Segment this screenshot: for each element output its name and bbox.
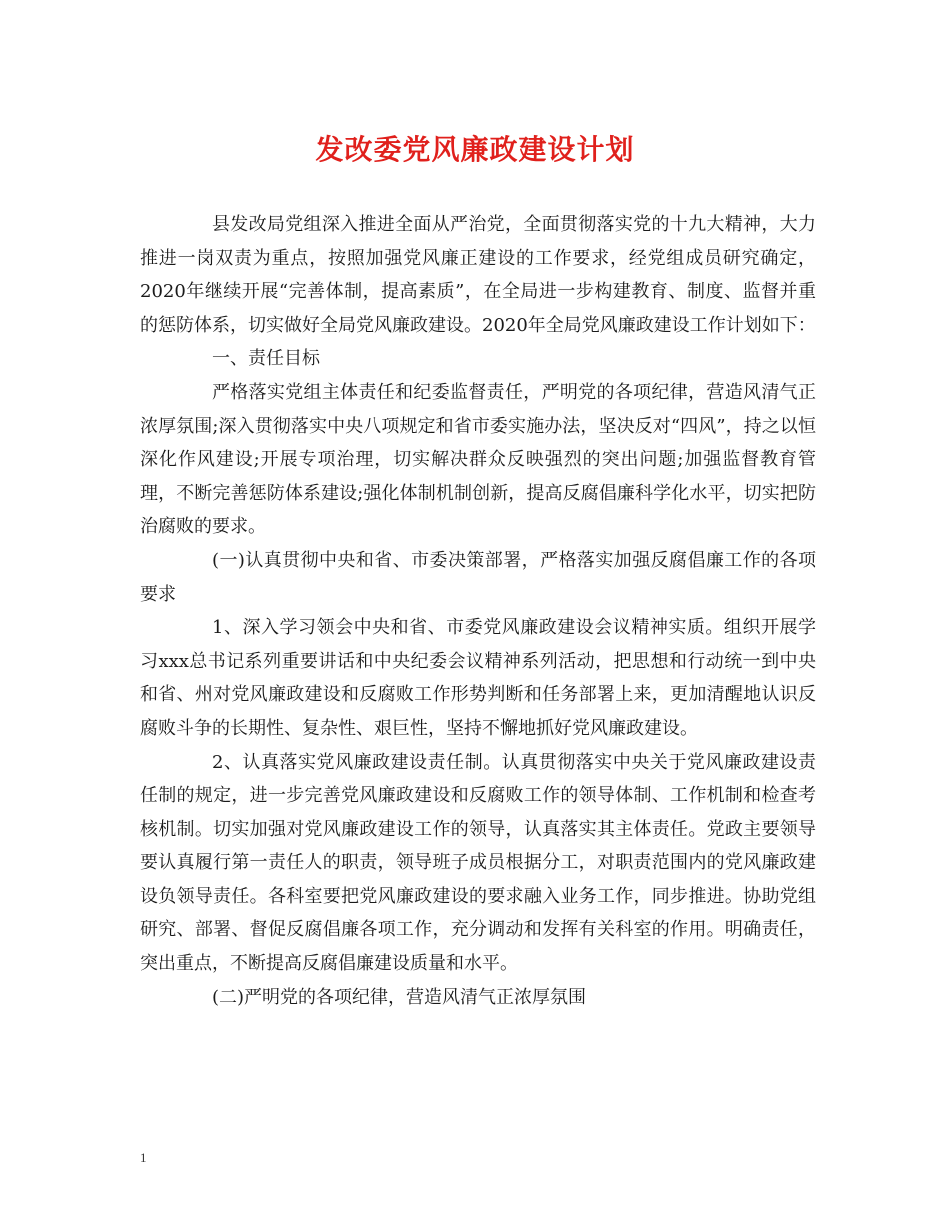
body-paragraph-goals: 严格落实党组主体责任和纪委监督责任，严明党的各项纪律，营造风清气正浓厚氛围;深入贯彻落实中央八项规定和省市委实施办法，坚决反对“四风”，持之以恒深化作风建设;开展专项治理，切实解决群众反映强烈的突出问题;加强监督教育管理，不断完善惩防体系建设;强化体制机制创新，提高反腐倡廉科学化水平，切实把防治腐败的要求。: [140, 381, 816, 538]
page-number: 1: [140, 1150, 147, 1165]
body-paragraph-item-1: 1、深入学习领会中央和省、市委党风廉政建设会议精神实质。组织开展学习xxx总书记系列重要讲话和中央纪委会议精神系列活动，把思想和行动统一到中央和省、州对党风廉政建设和反腐败工作形势判断和任务部署上来，更加清醒地认识反腐败斗争的长期性、复杂性、艰巨性，坚持不懈地抓好党风廉政建设。: [140, 617, 816, 739]
document-title: 发改委党风廉政建设计划: [315, 133, 635, 166]
subsection-heading-1: (一)认真贯彻中央和省、市委决策部署，严格落实加强反腐倡廉工作的各项要求: [140, 549, 816, 605]
subsection-heading-2: (二)严明党的各项纪律，营造风清气正浓厚氛围: [212, 986, 587, 1008]
section-heading-responsibility-goals: 一、责任目标: [212, 348, 320, 370]
document-body: [140, 208, 816, 1014]
body-paragraph-intro: 县发改局党组深入推进全面从严治党，全面贯彻落实党的十九大精神，大力推进一岗双责为重点，按照加强党风廉正建设的工作要求，经党组成员研究确定，2020年继续开展“完善体制，提高素质”，在全局进一步构建教育、制度、监督并重的惩防体系，切实做好全局党风廉政建设。2020年全局党风廉政建设工作计划如下：: [140, 214, 816, 336]
body-paragraph-item-2: 2、认真落实党风廉政建设责任制。认真贯彻落实中央关于党风廉政建设责任制的规定，进一步完善党风廉政建设和反腐败工作的领导体制、工作机制和检查考核机制。切实加强对党风廉政建设工作的领导，认真落实其主体责任。党政主要领导要认真履行第一责任人的职责，领导班子成员根据分工，对职责范围内的党风廉政建设负领导责任。各科室要把党风廉政建设的要求融入业务工作，同步推进。协助党组研究、部署、督促反腐倡廉各项工作，充分调动和发挥有关科室的作用。明确责任，突出重点，不断提高反腐倡廉建设质量和水平。: [140, 751, 816, 975]
